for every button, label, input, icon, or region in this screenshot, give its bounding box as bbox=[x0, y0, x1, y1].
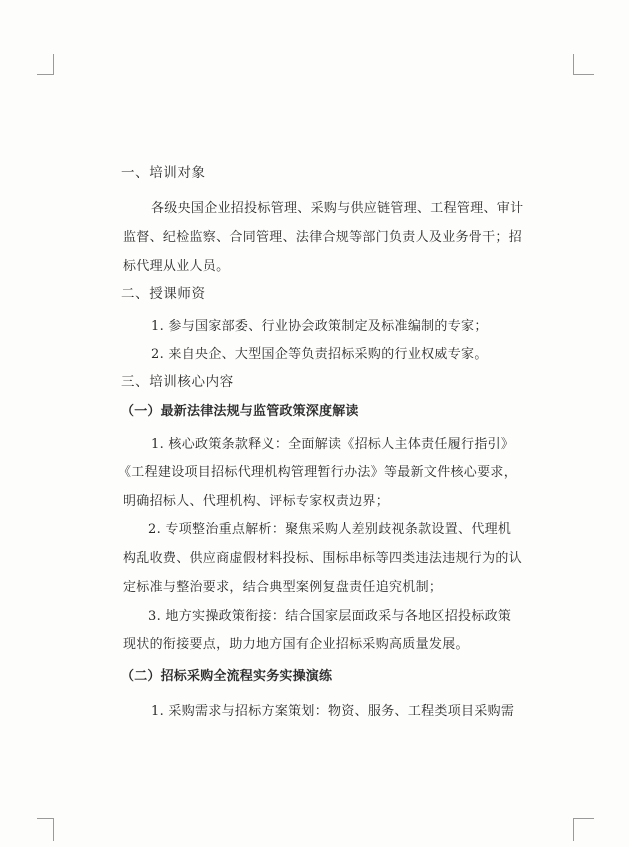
subsection-1-item-3-line-1: 3. 地方实操政策衔接：结合国家层面政采与各地区招投标政策 bbox=[148, 609, 512, 624]
subsection-2-heading: （二）招标采购全流程实务实操演练 bbox=[121, 669, 333, 684]
section-1-text-line-3: 标代理从业人员。 bbox=[123, 259, 230, 274]
section-1-heading: 一、培训对象 bbox=[121, 165, 206, 181]
crop-mark-bottom-left bbox=[37, 818, 54, 841]
section-2-item-2: 2. 来自央企、大型国企等负责招标采购的行业权威专家。 bbox=[151, 347, 488, 362]
subsection-1-item-2-line-2: 构乱收费、供应商虚假材料投标、围标串标等四类违法违规行为的认 bbox=[123, 551, 523, 566]
subsection-1-item-2-line-3: 定标准与整治要求，结合典型案例复盘责任追究机制； bbox=[123, 580, 443, 595]
section-2-item-1: 1. 参与国家部委、行业协会政策制定及标准编制的专家； bbox=[151, 319, 488, 334]
subsection-1-item-1-line-2: 《工程建设项目招标代理机构管理暂行办法》等最新文件核心要求， bbox=[118, 465, 518, 480]
crop-mark-bottom-right bbox=[573, 818, 594, 841]
subsection-2-item-1-line-1: 1. 采购需求与招标方案策划：物资、服务、工程类项目采购需 bbox=[151, 704, 515, 719]
section-1-text-line-1: 各级央国企业招投标管理、采购与供应链管理、工程管理、审计 bbox=[151, 201, 524, 216]
subsection-1-item-1-line-1: 1. 核心政策条款释义：全面解读《招标人主体责任履行指引》 bbox=[151, 437, 515, 452]
section-1-text-line-2: 监督、纪检监察、合同管理、法律合规等部门负责人及业务骨干；招 bbox=[123, 230, 523, 245]
crop-mark-top-left bbox=[37, 54, 54, 75]
subsection-1-item-3-line-2: 现状的衔接要点，助力地方国有企业招标采购高质量发展。 bbox=[123, 637, 469, 652]
crop-mark-top-right bbox=[573, 54, 594, 75]
subsection-1-item-1-line-3: 明确招标人、代理机构、评标专家权责边界； bbox=[123, 494, 390, 509]
subsection-1-item-2-line-1: 2. 专项整治重点解析：聚焦采购人差别歧视条款设置、代理机 bbox=[148, 522, 512, 537]
section-2-heading: 二、授课师资 bbox=[121, 286, 206, 302]
section-3-heading: 三、培训核心内容 bbox=[121, 374, 234, 390]
subsection-1-heading: （一）最新法律法规与监管政策深度解读 bbox=[121, 404, 359, 419]
